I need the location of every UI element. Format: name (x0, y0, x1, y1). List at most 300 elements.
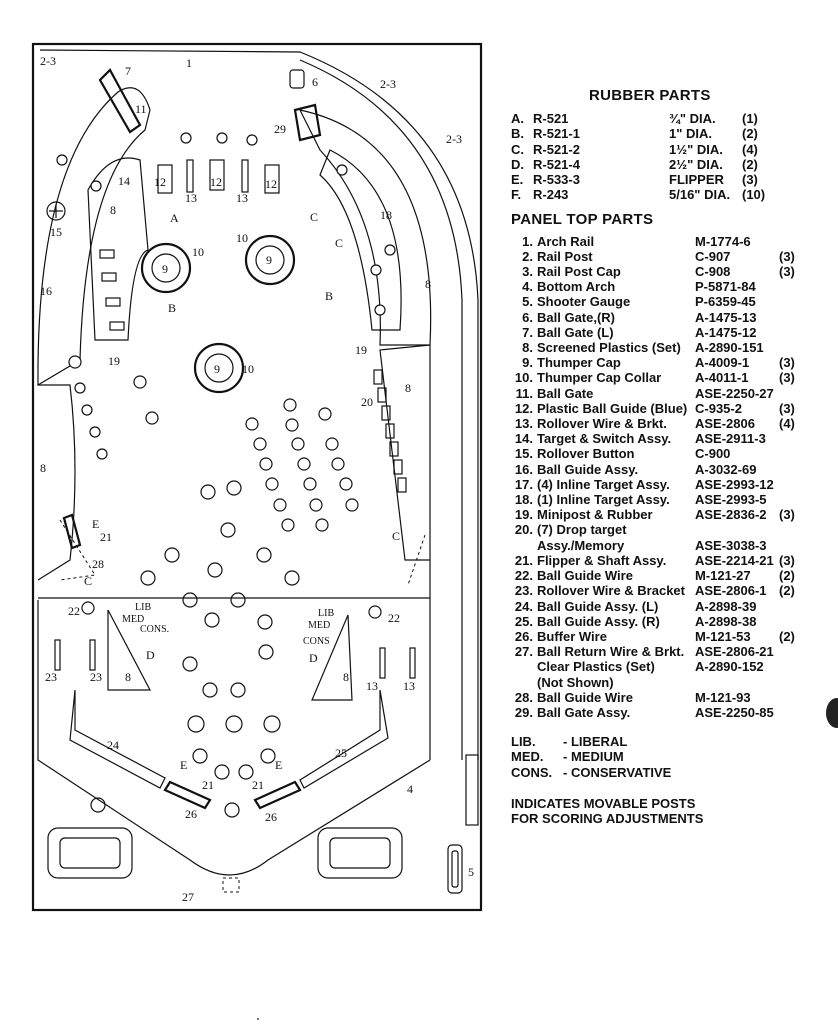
ball-gate-left (100, 70, 140, 132)
panel-part-num: 4. (522, 279, 533, 295)
svg-text:11: 11 (135, 102, 147, 116)
inline-target-bank (100, 250, 124, 330)
svg-text:19: 19 (355, 343, 367, 357)
svg-text:13: 13 (403, 679, 415, 693)
panel-part-name: Shooter Gauge (537, 294, 631, 310)
rubber-part-number: R-533-3 (533, 172, 580, 188)
panel-part-num (511, 675, 537, 690)
panel-part-name: Ball Gate (537, 385, 594, 401)
panel-part-name: Minipost & Rubber (537, 507, 653, 523)
svg-text:29: 29 (274, 122, 286, 136)
svg-text:23: 23 (90, 670, 102, 684)
panel-part-name: Plastic Ball Guide (Blue) (537, 400, 688, 416)
panel-part-qty (779, 279, 809, 294)
svg-text:E: E (180, 758, 188, 772)
rubber-part-desc: FLIPPER (669, 172, 724, 188)
panel-part-num: 1. (522, 233, 533, 249)
panel-part-qty (779, 675, 809, 690)
panel-part-row (511, 477, 831, 492)
panel-part-qty: (3) (779, 507, 795, 523)
panel-part-name: Bottom Arch (537, 279, 616, 295)
panel-part-code: P-5871-84 (695, 279, 756, 295)
panel-part-name: Rail Post Cap (537, 264, 621, 280)
panel-part-qty: (3) (779, 355, 795, 371)
svg-text:12: 12 (210, 175, 222, 189)
panel-part-code: C-900 (695, 446, 731, 462)
panel-part-name: Ball Gate,(R) (537, 309, 616, 325)
panel-part-code: M-121-93 (695, 689, 751, 705)
panel-part-row (511, 583, 831, 598)
rubber-part-number: R-521-2 (533, 141, 580, 157)
panel-part-num: 14. (514, 431, 533, 447)
panel-part-row (511, 644, 831, 659)
panel-part-num: 28. (514, 689, 533, 705)
abbreviation-row (511, 749, 831, 764)
note-line: FOR SCORING ADJUSTMENTS (511, 810, 704, 826)
panel-part-code: ASE-2250-85 (695, 704, 774, 720)
svg-text:C: C (392, 529, 401, 543)
svg-text:8: 8 (40, 461, 46, 475)
panel-part-row (511, 294, 831, 309)
panel-part-code: A-2898-39 (695, 598, 757, 614)
panel-part-row (511, 659, 831, 674)
panel-part-qty: (3) (779, 370, 795, 386)
panel-part-qty: (3) (779, 264, 795, 280)
svg-text:23: 23 (45, 670, 57, 684)
panel-part-code: ASE-2836-2 (695, 507, 767, 523)
svg-text:26: 26 (265, 810, 277, 824)
svg-text:25: 25 (335, 746, 347, 760)
panel-part-num: 6. (522, 309, 533, 325)
bottom-arch (38, 600, 430, 875)
panel-part-row (511, 675, 831, 690)
rubber-part-number: R-521-4 (533, 156, 580, 172)
panel-part-name: Target & Switch Assy. (537, 431, 672, 447)
svg-text:16: 16 (40, 284, 52, 298)
panel-part-code: C-907 (695, 248, 731, 264)
panel-part-row (511, 340, 831, 355)
panel-top-parts-list (511, 234, 831, 721)
svg-text:9: 9 (214, 362, 220, 376)
panel-part-num: 10. (514, 370, 533, 386)
panel-part-name: Rail Post (537, 248, 593, 264)
svg-text:2-3: 2-3 (380, 77, 396, 91)
abbreviation-value: - LIBERAL (563, 734, 628, 750)
panel-part-name: Ball Guide Assy. (537, 461, 639, 477)
panel-part-qty (779, 325, 809, 340)
left-outlane-guide (60, 520, 95, 580)
panel-part-code: ASE-2911-3 (695, 431, 766, 447)
panel-part-qty (779, 310, 809, 325)
panel-part-num: 24. (514, 598, 533, 614)
svg-text:E: E (92, 517, 100, 531)
shooter-gauge (448, 845, 462, 893)
svg-text:13: 13 (185, 191, 197, 205)
panel-part-code: ASE-2214-21 (695, 552, 774, 568)
panel-part-code: M-121-53 (695, 628, 751, 644)
panel-part-row (511, 690, 831, 705)
rubber-part-row (511, 157, 831, 172)
panel-part-name: Ball Gate Assy. (537, 704, 631, 720)
apron-left-window (48, 828, 132, 878)
ball-gate-right (290, 70, 304, 88)
panel-part-row (511, 264, 831, 279)
post-field (57, 133, 395, 817)
panel-part-code: ASE-2250-27 (695, 385, 774, 401)
panel-part-name: Rollover Wire & Bracket (537, 583, 685, 599)
panel-part-row (511, 522, 831, 537)
rubber-part-number: R-521-1 (533, 126, 580, 142)
panel-part-code: A-2898-38 (695, 613, 757, 629)
panel-part-qty: (2) (779, 583, 795, 599)
svg-text:27: 27 (182, 890, 194, 904)
panel-part-name: Rollover Wire & Brkt. (537, 416, 667, 432)
panel-part-qty (779, 690, 809, 705)
panel-part-row (511, 705, 831, 720)
panel-part-num: 17. (514, 476, 533, 492)
panel-part-row (511, 553, 831, 568)
panel-part-row (511, 568, 831, 583)
abbreviation-list (511, 734, 831, 780)
abbreviation-key: CONS. (511, 764, 553, 780)
rubber-part-row (511, 187, 831, 202)
rollover-lane-right-inner (410, 648, 415, 678)
panel-part-qty: (2) (779, 568, 795, 584)
panel-part-name: (4) Inline Target Assy. (537, 476, 670, 492)
panel-part-name: (7) Drop target (537, 522, 627, 538)
panel-part-num: 2. (522, 248, 533, 264)
panel-part-num: 9. (522, 355, 533, 371)
panel-part-code: ASE-2993-5 (695, 492, 767, 508)
svg-text:9: 9 (162, 262, 168, 276)
right-side-guide (380, 345, 430, 560)
scan-dot (257, 1018, 259, 1020)
panel-part-code: M-1774-6 (695, 233, 751, 249)
panel-part-code: M-121-27 (695, 568, 751, 584)
panel-part-qty (779, 705, 809, 720)
panel-part-row (511, 310, 831, 325)
panel-part-num: 3. (522, 264, 533, 280)
panel-part-num: 15. (514, 446, 533, 462)
apron-right-window (318, 828, 402, 878)
svg-text:LIB: LIB (135, 602, 152, 613)
panel-part-code: A-3032-69 (695, 461, 757, 477)
panel-part-name: Clear Plastics (Set) (537, 659, 655, 675)
panel-part-code: A-4011-1 (695, 370, 749, 386)
svg-text:21: 21 (252, 778, 264, 792)
panel-part-qty (779, 386, 809, 401)
svg-text:2-3: 2-3 (446, 132, 462, 146)
panel-part-num: 16. (514, 461, 533, 477)
diagram-labels (40, 54, 474, 904)
panel-part-row (511, 462, 831, 477)
svg-text:2-3: 2-3 (40, 54, 56, 68)
panel-part-code (695, 675, 779, 690)
panel-part-name: Ball Return Wire & Brkt. (537, 644, 685, 660)
rubber-part-qty: (2) (742, 126, 758, 142)
panel-part-num: 13. (514, 416, 533, 432)
svg-text:C: C (335, 236, 344, 250)
svg-text:13: 13 (366, 679, 378, 693)
panel-part-qty: (3) (779, 248, 795, 264)
movable-posts-note (511, 796, 831, 826)
panel-part-num: 5. (522, 294, 533, 310)
svg-text:10: 10 (242, 362, 254, 376)
panel-part-name: (1) Inline Target Assy. (537, 492, 670, 508)
panel-part-row (511, 538, 831, 553)
panel-part-qty (779, 340, 809, 355)
rubber-part-letter: C. (511, 141, 524, 157)
svg-text:E: E (275, 758, 283, 772)
svg-text:CONS: CONS (303, 636, 330, 647)
svg-text:C: C (310, 210, 319, 224)
panel-part-name: Ball Guide Wire (537, 689, 633, 705)
panel-part-name: Ball Guide Assy. (R) (537, 613, 660, 629)
rubber-part-desc: 5/16" DIA. (669, 187, 731, 203)
rubber-part-number: R-521 (533, 111, 569, 127)
ball-return (223, 878, 239, 892)
panel-part-num: 20. (514, 522, 533, 538)
panel-part-code: ASE-2806 (695, 416, 755, 432)
svg-text:22: 22 (68, 604, 80, 618)
right-ball-guide (300, 110, 431, 345)
svg-text:B: B (168, 301, 177, 315)
panel-part-qty: (3) (779, 400, 795, 416)
panel-part-qty (779, 659, 809, 674)
rubber-part-letter: A. (511, 111, 524, 127)
svg-text:22: 22 (388, 611, 400, 625)
panel-part-qty (779, 522, 809, 537)
panel-part-name: Screened Plastics (Set) (537, 340, 681, 356)
panel-part-num: 7. (522, 324, 533, 340)
panel-part-name: Thumper Cap (537, 355, 621, 371)
svg-text:24: 24 (107, 738, 119, 752)
panel-part-name: Arch Rail (537, 233, 595, 249)
svg-text:10: 10 (192, 245, 204, 259)
svg-text:14: 14 (118, 174, 130, 188)
panel-part-num: 29. (514, 704, 533, 720)
svg-text:18: 18 (380, 208, 392, 222)
svg-text:21: 21 (100, 530, 112, 544)
panel-part-qty (779, 294, 809, 309)
svg-text:6: 6 (312, 75, 318, 89)
svg-text:12: 12 (154, 175, 166, 189)
svg-text:28: 28 (92, 557, 104, 571)
panel-part-qty (779, 446, 809, 461)
rubber-parts-list (511, 111, 831, 202)
panel-part-qty (779, 234, 809, 249)
shooter-gauge-inner (452, 851, 458, 887)
panel-part-num: 8. (522, 340, 533, 356)
panel-part-num: 18. (514, 492, 533, 508)
svg-text:1: 1 (186, 56, 192, 70)
panel-part-name: Buffer Wire (537, 628, 607, 644)
panel-part-row (511, 416, 831, 431)
svg-text:21: 21 (202, 778, 214, 792)
svg-text:10: 10 (236, 231, 248, 245)
panel-part-row (511, 279, 831, 294)
panel-part-row (511, 492, 831, 507)
panel-part-num: 19. (514, 507, 533, 523)
svg-text:D: D (146, 648, 155, 662)
rubber-part-letter: F. (511, 187, 522, 203)
panel-part-row (511, 249, 831, 264)
panel-part-num: 25. (514, 613, 533, 629)
panel-part-code: A-1475-12 (695, 324, 757, 340)
svg-text:15: 15 (50, 225, 62, 239)
panel-part-code: ASE-2806-1 (695, 583, 767, 599)
panel-part-code (695, 522, 779, 537)
panel-part-code: ASE-2993-12 (695, 476, 774, 492)
abbreviation-value: - CONSERVATIVE (563, 764, 672, 780)
rubber-part-qty: (10) (742, 187, 766, 203)
right-inner-plastic (320, 150, 401, 330)
panel-part-qty (779, 431, 809, 446)
svg-text:9: 9 (266, 253, 272, 267)
panel-part-name: (Not Shown) (537, 674, 614, 690)
rubber-part-row (511, 126, 831, 141)
svg-text:MED: MED (308, 620, 331, 631)
rubber-parts-title: RUBBER PARTS (589, 87, 711, 104)
rubber-part-qty: (1) (742, 111, 758, 127)
panel-part-code: A-4009-1 (695, 355, 750, 371)
panel-part-code: C-935-2 (695, 400, 742, 416)
panel-part-name: Thumper Cap Collar (537, 370, 662, 386)
panel-part-code: C-908 (695, 264, 731, 280)
panel-part-row (511, 401, 831, 416)
svg-text:C: C (84, 574, 93, 588)
panel-part-row (511, 386, 831, 401)
panel-part-qty (779, 538, 809, 553)
svg-text:19: 19 (108, 354, 120, 368)
svg-text:MED: MED (122, 614, 145, 625)
rubber-part-letter: D. (511, 156, 524, 172)
svg-text:B: B (325, 289, 334, 303)
rollover-lane (242, 160, 248, 192)
panel-part-row (511, 614, 831, 629)
abbreviation-key: MED. (511, 749, 544, 765)
panel-part-row (511, 431, 831, 446)
rubber-part-number: R-243 (533, 187, 569, 203)
svg-text:20: 20 (361, 395, 373, 409)
rubber-part-qty: (3) (742, 172, 758, 188)
panel-top-parts-title: PANEL TOP PARTS (511, 211, 654, 229)
panel-part-code: ASE-2806-21 (695, 644, 774, 660)
svg-text:A: A (170, 211, 179, 225)
rollover-lane-right (380, 648, 385, 678)
panel-part-qty: (3) (779, 552, 795, 568)
panel-part-qty: (2) (779, 628, 795, 644)
panel-part-row (511, 370, 831, 385)
panel-part-code: P-6359-45 (695, 294, 756, 310)
panel-part-row (511, 355, 831, 370)
panel-part-name: Ball Guide Assy. (L) (537, 598, 659, 614)
panel-part-name: Ball Guide Wire (537, 568, 633, 584)
abbreviation-row (511, 765, 831, 780)
svg-text:12: 12 (265, 177, 277, 191)
panel-part-name: Rollover Button (537, 446, 635, 462)
panel-part-name: Ball Gate (L) (537, 324, 614, 340)
panel-part-name: Assy./Memory (537, 537, 625, 553)
panel-part-code: A-1475-13 (695, 309, 757, 325)
rubber-part-letter: E. (511, 172, 524, 188)
ball-guide-right (300, 690, 388, 788)
panel-part-name: Flipper & Shaft Assy. (537, 552, 667, 568)
panel-part-qty: (4) (779, 416, 795, 432)
panel-part-num: 11. (515, 385, 533, 401)
svg-text:26: 26 (185, 807, 197, 821)
svg-text:8: 8 (110, 203, 116, 217)
panel-part-code: A-2890-152 (695, 659, 764, 675)
panel-part-qty (779, 644, 809, 659)
panel-part-row (511, 325, 831, 340)
panel-part-num (511, 659, 537, 674)
abbreviation-value: - MEDIUM (563, 749, 624, 765)
svg-text:CONS.: CONS. (140, 624, 170, 635)
panel-part-qty (779, 614, 809, 629)
panel-part-num (511, 538, 537, 553)
panel-part-num: 12. (514, 400, 533, 416)
rubber-part-row (511, 142, 831, 157)
parts-legend (511, 88, 831, 826)
panel-part-qty (779, 599, 809, 614)
rubber-part-desc: 1½" DIA. (669, 141, 723, 157)
svg-text:8: 8 (425, 277, 431, 291)
right-rail-bracket (466, 755, 478, 825)
rubber-part-qty: (2) (742, 156, 758, 172)
abbreviation-key: LIB. (511, 734, 536, 750)
svg-text:7: 7 (125, 64, 131, 78)
panel-part-num: 21. (514, 552, 533, 568)
rubber-part-desc: 2½" DIA. (669, 156, 723, 172)
panel-part-qty (779, 462, 809, 477)
rubber-part-desc: ¾" DIA. (669, 111, 716, 127)
svg-text:8: 8 (125, 670, 131, 684)
rollover-lane-left-inner (90, 640, 95, 670)
panel-part-code: ASE-3038-3 (695, 537, 767, 553)
abbreviation-row (511, 734, 831, 749)
rubber-part-row (511, 172, 831, 187)
panel-part-row (511, 599, 831, 614)
note-line: INDICATES MOVABLE POSTS (511, 795, 696, 811)
left-side-guide (38, 385, 75, 580)
panel-part-num: 26. (514, 628, 533, 644)
panel-part-qty (779, 492, 809, 507)
panel-part-row (511, 446, 831, 461)
panel-part-code: A-2890-151 (695, 340, 764, 356)
rollover-lane-left (55, 640, 60, 670)
svg-text:13: 13 (236, 191, 248, 205)
ball-gate-assy (295, 105, 320, 140)
panel-part-num: 27. (514, 644, 533, 660)
panel-part-num: 23. (514, 583, 533, 599)
panel-part-num: 22. (514, 568, 533, 584)
panel-part-row (511, 507, 831, 522)
panel-part-row (511, 629, 831, 644)
svg-text:5: 5 (468, 865, 474, 879)
rubber-part-qty: (4) (742, 141, 758, 157)
rubber-part-row (511, 111, 831, 126)
rollover-lane (187, 160, 193, 192)
svg-text:D: D (309, 651, 318, 665)
rubber-part-desc: 1" DIA. (669, 126, 713, 142)
panel-part-qty (779, 477, 809, 492)
svg-text:8: 8 (343, 670, 349, 684)
svg-text:8: 8 (405, 381, 411, 395)
panel-part-row (511, 234, 831, 249)
rubber-part-letter: B. (511, 126, 524, 142)
svg-text:LIB: LIB (318, 608, 335, 619)
